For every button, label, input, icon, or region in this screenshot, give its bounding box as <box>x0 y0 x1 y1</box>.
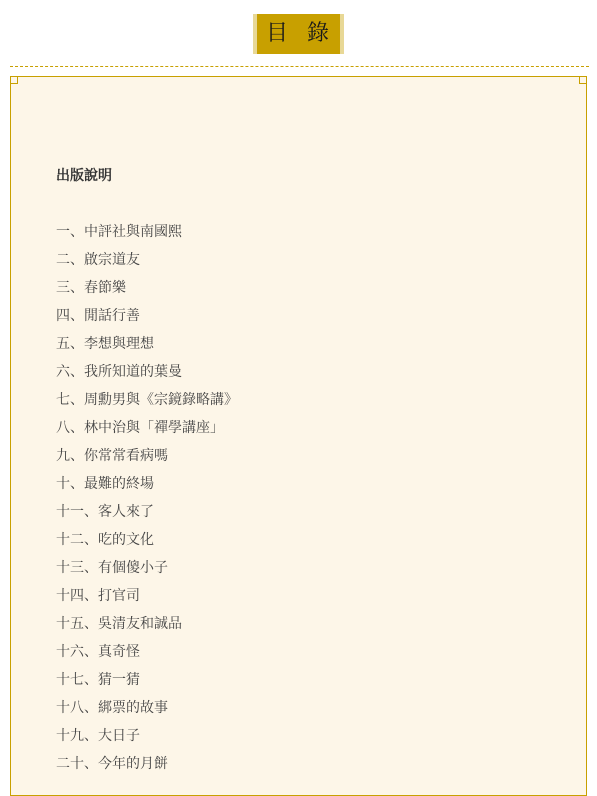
corner-ornament-top-left <box>10 76 18 84</box>
toc-item[interactable]: 四、閒話行善 <box>56 308 140 324</box>
toc-list <box>56 221 238 781</box>
toc-item[interactable]: 十五、吳清友和誠品 <box>56 616 182 632</box>
preface-link[interactable]: 出版說明 <box>56 168 112 184</box>
toc-item[interactable]: 一、中評社與南國熙 <box>56 224 182 240</box>
toc-item[interactable]: 十七、猜一猜 <box>56 672 140 688</box>
toc-item[interactable]: 十一、客人來了 <box>56 504 154 520</box>
header-divider <box>10 66 589 67</box>
toc-item[interactable]: 五、李想與理想 <box>56 336 154 352</box>
toc-item[interactable]: 十六、真奇怪 <box>56 644 140 660</box>
toc-panel <box>10 76 587 796</box>
toc-item[interactable]: 七、周勳男與《宗鏡錄略講》 <box>56 392 238 408</box>
page-title: 目 錄 <box>253 14 344 54</box>
toc-item[interactable]: 十八、綁票的故事 <box>56 700 168 716</box>
toc-item[interactable]: 二十、今年的月餅 <box>56 756 168 772</box>
toc-item[interactable]: 三、春節樂 <box>56 280 126 296</box>
toc-item[interactable]: 十三、有個傻小子 <box>56 560 168 576</box>
toc-item[interactable]: 十四、打官司 <box>56 588 140 604</box>
corner-ornament-top-right <box>579 76 587 84</box>
toc-item[interactable]: 六、我所知道的葉曼 <box>56 364 182 380</box>
toc-item[interactable]: 二、啟宗道友 <box>56 252 140 268</box>
page-header <box>0 0 597 66</box>
toc-item[interactable]: 十九、大日子 <box>56 728 140 744</box>
toc-item[interactable]: 九、你常常看病嗎 <box>56 448 168 464</box>
toc-item[interactable]: 十二、吃的文化 <box>56 532 154 548</box>
toc-item[interactable]: 八、林中治與「禪學講座」 <box>56 420 224 436</box>
toc-item[interactable]: 十、最難的終場 <box>56 476 154 492</box>
